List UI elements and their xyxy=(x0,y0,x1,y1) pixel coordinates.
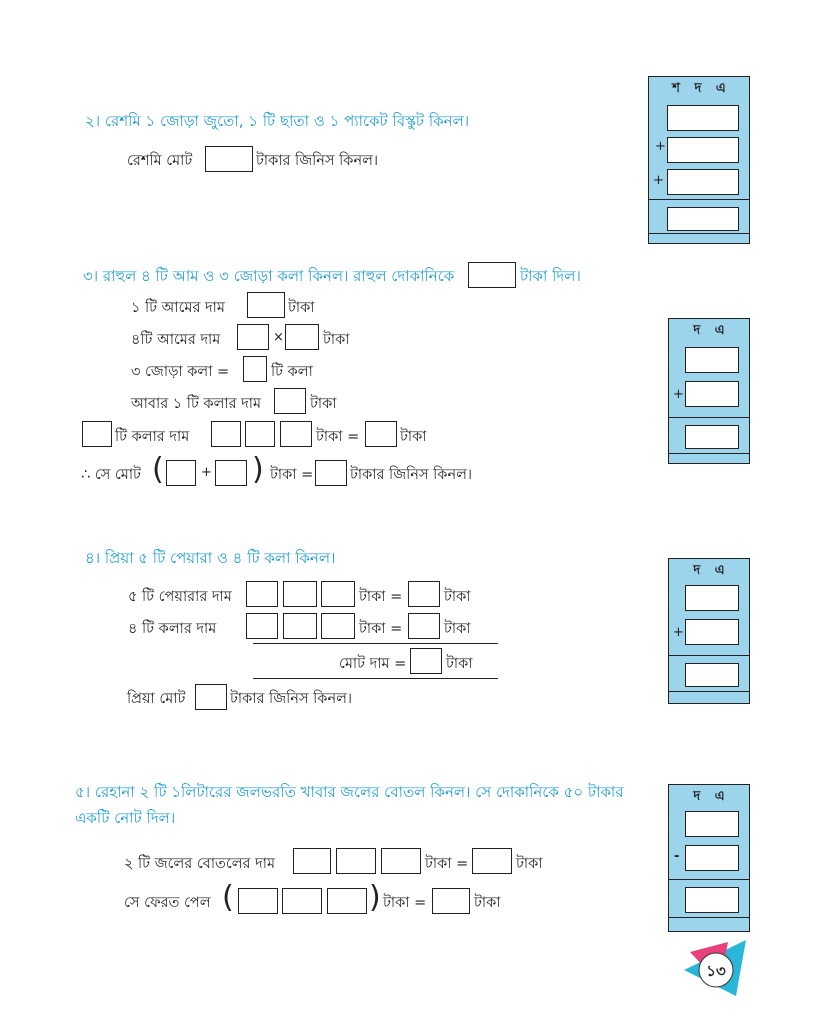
q2-line1-text-end: টাকার জিনিস কিনল। xyxy=(256,153,379,169)
panel-answer-box[interactable] xyxy=(667,169,739,195)
panel-answer-box[interactable] xyxy=(667,105,739,131)
q3-line4-unit: টাকা xyxy=(310,396,337,412)
q5-line1-label: ২ টি জলের বোতলের দাম xyxy=(124,856,276,872)
answer-box[interactable] xyxy=(215,460,247,486)
answer-box[interactable] xyxy=(336,848,376,874)
q4-line1-unit: টাকা xyxy=(444,589,471,605)
open-paren: ( xyxy=(152,452,164,487)
plus-sign: + xyxy=(673,387,684,402)
answer-box[interactable] xyxy=(472,848,512,874)
answer-box[interactable] xyxy=(381,848,421,874)
answer-box[interactable] xyxy=(315,460,347,486)
panel-result-box[interactable] xyxy=(685,887,739,913)
q2-line1-text: রেশমি মোট xyxy=(127,153,193,169)
page-number: ১৩ xyxy=(706,962,726,980)
q5-line2-label: সে ফেরত পেল xyxy=(124,895,211,911)
answer-box[interactable] xyxy=(321,613,355,639)
answer-box[interactable] xyxy=(246,613,278,639)
close-paren: ) xyxy=(369,880,381,915)
q4-line2-label: ৪ টি কলার দাম xyxy=(128,621,217,637)
answer-box[interactable] xyxy=(238,888,278,914)
q3-line6-mid: টাকা = xyxy=(270,467,314,483)
answer-box[interactable] xyxy=(205,146,253,172)
sum-rule-bottom xyxy=(253,678,498,679)
open-paren: ( xyxy=(222,880,234,915)
q4-line1-label: ৫ টি পেয়ারার দাম xyxy=(128,589,232,605)
answer-box[interactable] xyxy=(432,888,470,914)
close-paren: ) xyxy=(252,452,264,487)
q5-line2-mid: টাকা = xyxy=(383,895,427,911)
times-sign: × xyxy=(273,330,284,345)
q5-title-line1: ৫। রেহানা ২ টি ১লিটারের জলভরতি খাবার জলের বোতল কিনল। সে দোকানিকে ৫০ টাকার xyxy=(75,783,624,801)
answer-box[interactable] xyxy=(280,421,312,447)
answer-box[interactable] xyxy=(195,684,227,710)
q4-line2-mid: টাকা = xyxy=(359,621,403,637)
answer-box[interactable] xyxy=(408,581,440,607)
q3-line3-label: ৩ জোড়া কলা = xyxy=(131,364,230,380)
answer-box[interactable] xyxy=(274,388,306,414)
answer-box[interactable] xyxy=(293,848,331,874)
plus-sign: + xyxy=(673,625,684,640)
answer-box[interactable] xyxy=(321,581,355,607)
answer-box[interactable] xyxy=(410,648,442,674)
q3-line1-unit: টাকা xyxy=(288,300,315,316)
panel-header: দ এ xyxy=(693,323,725,338)
answer-box[interactable] xyxy=(246,581,278,607)
answer-box[interactable] xyxy=(365,421,397,447)
q3-line2-label: ৪টি আমের দাম xyxy=(131,332,221,348)
answer-box[interactable] xyxy=(468,262,516,288)
answer-box[interactable] xyxy=(166,460,196,486)
answer-box[interactable] xyxy=(247,292,285,318)
q4-title: ৪। প্রিয়া ৫ টি পেয়ারা ও ৪ টি কলা কিনল। xyxy=(85,549,336,567)
q3-line2-unit: টাকা xyxy=(323,332,350,348)
panel-divider xyxy=(669,879,749,880)
q5-line1-mid: টাকা = xyxy=(425,856,469,872)
answer-box[interactable] xyxy=(82,421,112,447)
page-number-badge xyxy=(680,938,750,998)
place-value-panel-3 xyxy=(668,558,750,704)
q4-line4-end: টাকার জিনিস কিনল। xyxy=(230,691,353,707)
answer-box[interactable] xyxy=(237,324,269,350)
place-value-panel-4 xyxy=(668,784,750,932)
panel-divider xyxy=(649,199,749,200)
panel-answer-box[interactable] xyxy=(685,619,739,645)
panel-header: দ এ xyxy=(693,563,725,578)
answer-box[interactable] xyxy=(285,324,319,350)
answer-box[interactable] xyxy=(283,613,317,639)
q3-title: ৩। রাহুল ৪ টি আম ও ৩ জোড়া কলা কিনল। রাহুল দোকানিকে xyxy=(83,267,455,285)
answer-box[interactable] xyxy=(243,356,267,382)
place-value-panel-1 xyxy=(648,76,750,244)
q3-line5-mid: টাকা = xyxy=(316,429,360,445)
panel-result-box[interactable] xyxy=(667,207,739,231)
panel-divider xyxy=(649,233,749,234)
q3-line1-label: ১ টি আমের দাম xyxy=(131,300,225,316)
sum-rule-top xyxy=(253,643,498,644)
panel-divider xyxy=(669,691,749,692)
plus-sign: + xyxy=(653,173,664,188)
q5-line2-unit: টাকা xyxy=(474,895,501,911)
panel-answer-box[interactable] xyxy=(685,381,739,407)
answer-box[interactable] xyxy=(282,888,322,914)
answer-box[interactable] xyxy=(327,888,367,914)
minus-sign: - xyxy=(674,849,680,864)
panel-answer-box[interactable] xyxy=(667,137,739,163)
q4-line4-label: প্রিয়া মোট xyxy=(127,691,186,707)
panel-header: দ এ xyxy=(693,789,725,804)
place-value-panel-2 xyxy=(668,318,750,464)
q4-total-label: মোট দাম = xyxy=(339,656,407,672)
q5-line1-unit: টাকা xyxy=(516,856,543,872)
panel-answer-box[interactable] xyxy=(685,811,739,837)
answer-box[interactable] xyxy=(408,613,440,639)
panel-header: শ দ এ xyxy=(672,81,726,96)
answer-box[interactable] xyxy=(245,421,275,447)
q3-line5-label: টি কলার দাম xyxy=(115,429,190,445)
q4-line1-mid: টাকা = xyxy=(359,589,403,605)
panel-answer-box[interactable] xyxy=(685,347,739,373)
panel-result-box[interactable] xyxy=(685,663,739,687)
q3-line4-label: আবার ১ টি কলার দাম xyxy=(131,396,262,412)
q4-total-unit: টাকা xyxy=(446,656,473,672)
q4-line2-unit: টাকা xyxy=(444,621,471,637)
panel-answer-box[interactable] xyxy=(685,845,739,871)
panel-divider xyxy=(669,453,749,454)
plus-sign: + xyxy=(655,139,666,154)
plus-sign: + xyxy=(201,465,212,480)
q3-line6-label: ∴ সে মোট xyxy=(81,467,141,483)
q3-line5-unit: টাকা xyxy=(400,429,427,445)
panel-divider xyxy=(669,917,749,918)
panel-answer-box[interactable] xyxy=(685,585,739,611)
q3-title-end: টাকা দিল। xyxy=(520,267,581,285)
panel-divider xyxy=(669,655,749,656)
panel-divider xyxy=(669,417,749,418)
q3-line6-end: টাকার জিনিস কিনল। xyxy=(350,467,473,483)
q3-line3-unit: টি কলা xyxy=(271,364,313,380)
answer-box[interactable] xyxy=(211,421,241,447)
q2-title: ২। রেশমি ১ জোড়া জুতো, ১ টি ছাতা ও ১ প্যাকেট বিস্কুট কিনল। xyxy=(85,112,470,130)
answer-box[interactable] xyxy=(283,581,317,607)
q5-title-line2: একটি নোট দিল। xyxy=(75,809,176,827)
panel-result-box[interactable] xyxy=(685,425,739,449)
